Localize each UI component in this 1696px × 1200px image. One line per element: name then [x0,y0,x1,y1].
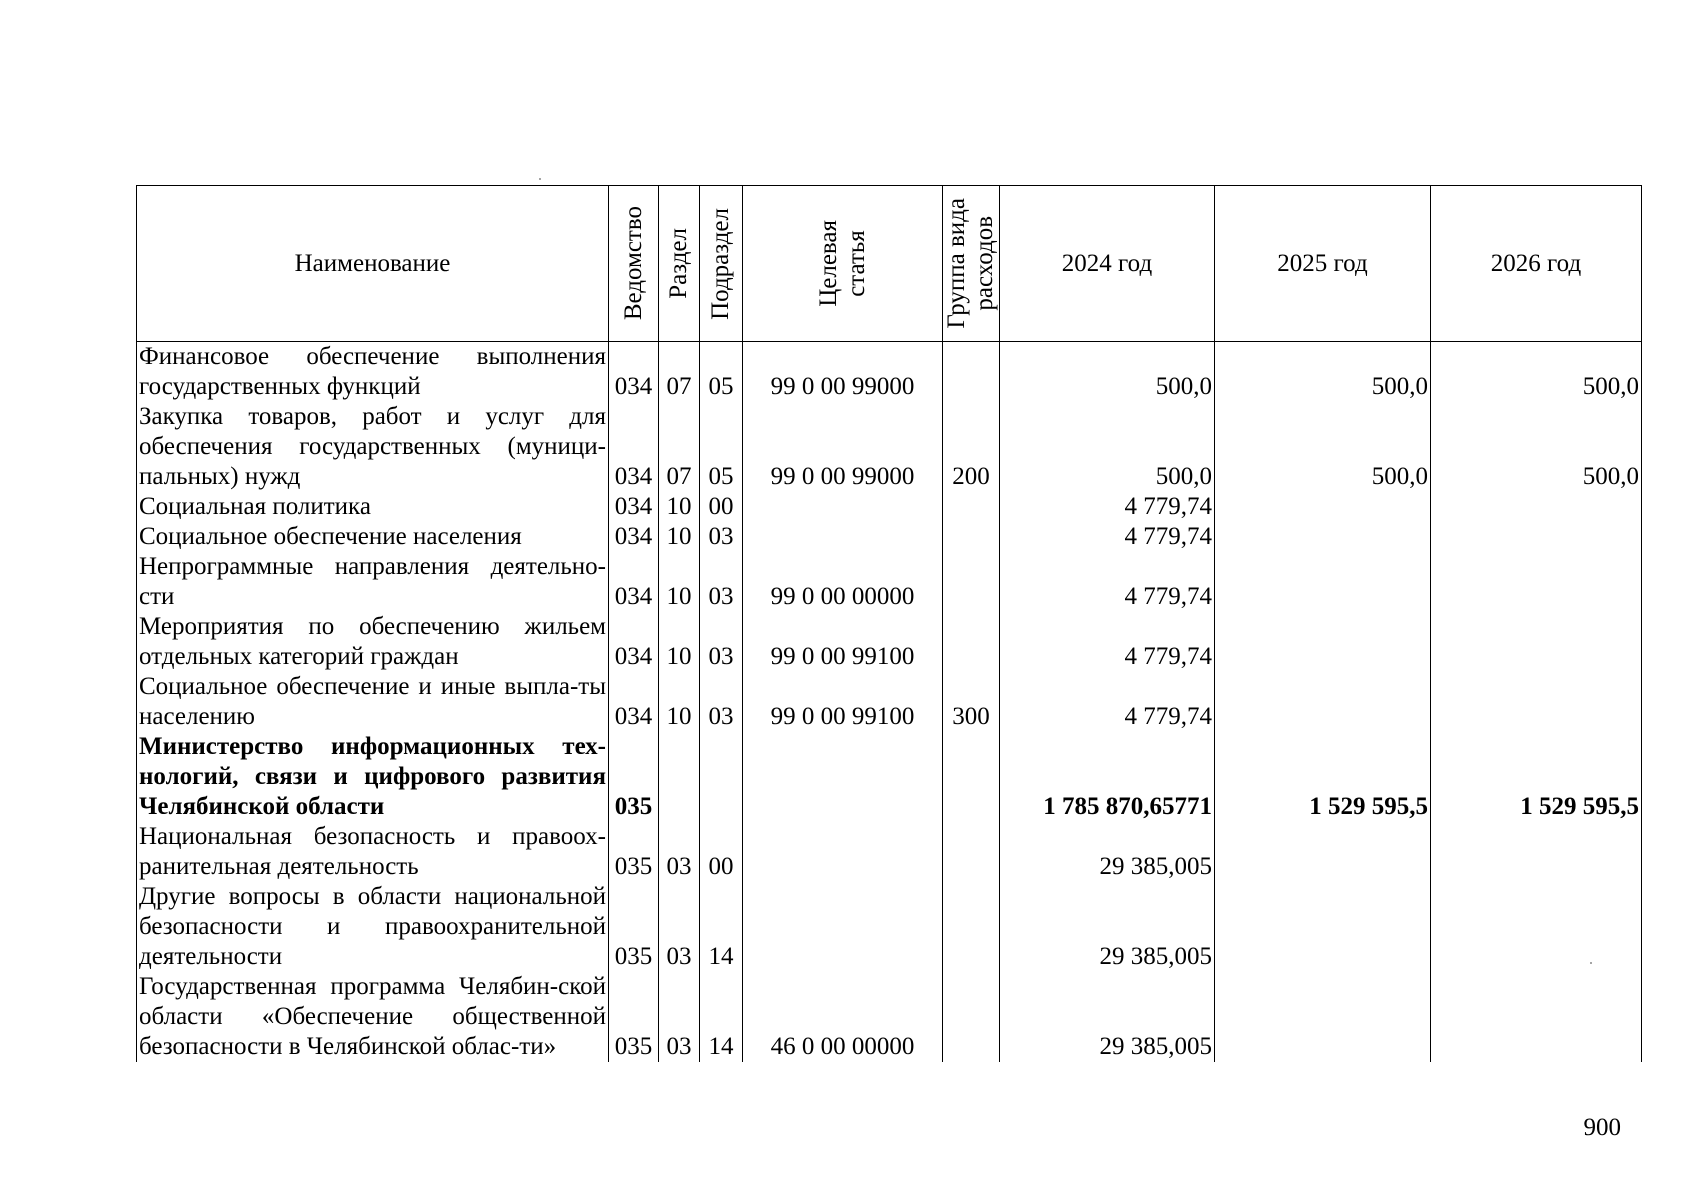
header-section [659,186,700,342]
cell-subsection: 05 [700,402,743,492]
table-row [137,402,1642,492]
cell-group [943,552,1000,612]
header-2024-label: 2024 год [1061,249,1153,277]
cell-2024: 4 779,74 [1000,612,1215,672]
cell-name: Государственная программа Челябин-ской области «Обеспечение общественной безопасности в Челябинской облас-ти» [137,972,609,1062]
cell-section: 07 [659,402,700,492]
cell-dept: 035 [609,972,659,1062]
header-group [943,186,1000,342]
header-2024 [1000,186,1215,342]
cell-name: Социальная политика [137,492,609,522]
cell-group [943,972,1000,1062]
cell-section: 10 [659,672,700,732]
cell-name: Социальное обеспечение и иные выпла-ты населению [137,672,609,732]
header-name [137,186,609,342]
header-2026-label: 2026 год [1490,249,1582,277]
table-row [137,492,1642,522]
table-row [137,822,1642,882]
cell-name: Непрограммные направления деятельно-сти [137,552,609,612]
cell-2025 [1215,552,1431,612]
header-group-label: Группа вида расходов [943,198,998,329]
cell-target: 99 0 00 00000 [743,552,943,612]
cell-group [943,882,1000,972]
cell-dept: 034 [609,402,659,492]
header-2025 [1215,186,1431,342]
cell-2025 [1215,612,1431,672]
scan-speck [539,178,541,180]
table-row [137,882,1642,972]
cell-group: 200 [943,402,1000,492]
cell-name: Национальная безопасность и правоох-ранительная деятельность [137,822,609,882]
cell-subsection: 14 [700,972,743,1062]
cell-target [743,822,943,882]
cell-section: 03 [659,972,700,1062]
cell-section: 10 [659,552,700,612]
cell-target: 99 0 00 99100 [743,672,943,732]
cell-subsection: 05 [700,342,743,403]
cell-name: Финансовое обеспечение выполнения государственных функций [137,342,609,403]
header-dept [609,186,659,342]
cell-group [943,492,1000,522]
cell-dept: 035 [609,882,659,972]
cell-dept: 034 [609,522,659,552]
cell-subsection [700,732,743,822]
cell-2024: 4 779,74 [1000,492,1215,522]
cell-dept: 034 [609,492,659,522]
budget-table [136,185,1642,1062]
cell-2026 [1431,552,1642,612]
cell-group [943,342,1000,403]
header-target [743,186,943,342]
cell-section: 03 [659,882,700,972]
cell-2024: 500,0 [1000,342,1215,403]
cell-2026 [1431,672,1642,732]
table-row [137,672,1642,732]
cell-subsection: 03 [700,552,743,612]
cell-subsection: 00 [700,822,743,882]
cell-2025 [1215,492,1431,522]
cell-section [659,732,700,822]
cell-subsection: 03 [700,612,743,672]
header-row [137,186,1642,342]
table-body [137,342,1642,1063]
cell-2026 [1431,972,1642,1062]
cell-dept: 034 [609,342,659,403]
cell-2025: 500,0 [1215,342,1431,403]
cell-subsection: 03 [700,672,743,732]
cell-target: 99 0 00 99000 [743,342,943,403]
cell-dept: 034 [609,612,659,672]
table-row [137,972,1642,1062]
cell-2026: 500,0 [1431,342,1642,403]
cell-2026: 1 529 595,5 [1431,732,1642,822]
cell-2026 [1431,882,1642,972]
cell-target: 46 0 00 00000 [743,972,943,1062]
table-row [137,612,1642,672]
cell-2024: 29 385,005 [1000,972,1215,1062]
cell-group [943,732,1000,822]
cell-2024: 29 385,005 [1000,822,1215,882]
table-row [137,522,1642,552]
cell-group: 300 [943,672,1000,732]
cell-subsection: 14 [700,882,743,972]
cell-section: 10 [659,522,700,552]
cell-dept: 035 [609,822,659,882]
cell-2026 [1431,612,1642,672]
cell-2026 [1431,492,1642,522]
cell-2024: 4 779,74 [1000,552,1215,612]
cell-dept: 034 [609,552,659,612]
cell-2025: 1 529 595,5 [1215,732,1431,822]
cell-name: Другие вопросы в области национальной безопасности и правоохранительной деятельности [137,882,609,972]
cell-name: Мероприятия по обеспечению жильем отдельных категорий граждан [137,612,609,672]
cell-target [743,522,943,552]
cell-2025 [1215,672,1431,732]
cell-2025 [1215,972,1431,1062]
cell-target [743,732,943,822]
cell-2024: 500,0 [1000,402,1215,492]
header-target-label: Целевая статья [814,220,870,307]
header-2026 [1431,186,1642,342]
header-subsection [700,186,743,342]
cell-name: Министерство информационных тех-нологий, связи и цифрового развития Челябинской области [137,732,609,822]
cell-2024: 4 779,74 [1000,672,1215,732]
cell-2026: 500,0 [1431,402,1642,492]
header-name-label: Наименование [294,249,451,277]
cell-section: 03 [659,822,700,882]
table-row [137,552,1642,612]
cell-2026 [1431,822,1642,882]
header-2025-label: 2025 год [1277,249,1368,277]
header-dept-label: Ведомство [619,206,647,321]
cell-group [943,822,1000,882]
cell-2025 [1215,822,1431,882]
cell-target [743,882,943,972]
cell-subsection: 03 [700,522,743,552]
cell-dept: 035 [609,732,659,822]
cell-section: 07 [659,342,700,403]
header-section-label: Раздел [665,228,692,299]
cell-2025 [1215,882,1431,972]
cell-2026 [1431,522,1642,552]
cell-2025 [1215,522,1431,552]
cell-name: Социальное обеспечение населения [137,522,609,552]
cell-dept: 034 [609,672,659,732]
cell-target: 99 0 00 99100 [743,612,943,672]
cell-name: Закупка товаров, работ и услуг для обеспечения государственных (муници-пальных) нужд [137,402,609,492]
header-subsection-label: Подраздел [707,207,734,320]
table-row [137,732,1642,822]
page-number: 900 [1583,1114,1621,1141]
cell-2025: 500,0 [1215,402,1431,492]
cell-subsection: 00 [700,492,743,522]
cell-target: 99 0 00 99000 [743,402,943,492]
cell-2024: 29 385,005 [1000,882,1215,972]
cell-section: 10 [659,492,700,522]
cell-section: 10 [659,612,700,672]
cell-2024: 1 785 870,65771 [1000,732,1215,822]
table-row [137,342,1642,403]
cell-group [943,612,1000,672]
cell-group [943,522,1000,552]
cell-2024: 4 779,74 [1000,522,1215,552]
cell-target [743,492,943,522]
